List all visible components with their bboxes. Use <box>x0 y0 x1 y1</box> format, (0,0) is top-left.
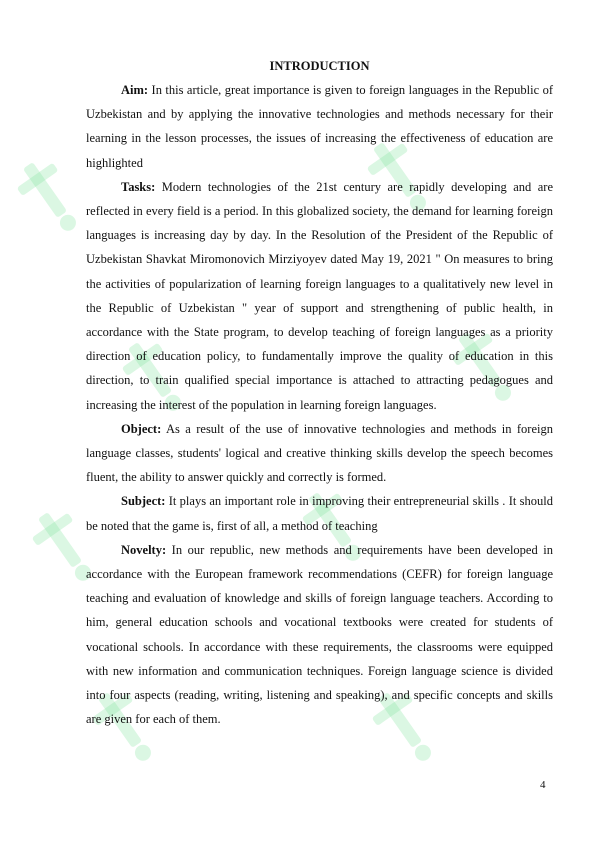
document-body <box>86 57 553 731</box>
section-label: Tasks: <box>121 179 156 194</box>
document-title: INTRODUCTION <box>269 59 370 73</box>
section-label: Novelty: <box>121 542 167 557</box>
section-object <box>86 417 553 490</box>
page-number: 4 <box>540 779 546 791</box>
section-subject <box>86 489 553 537</box>
section-text: It plays an important role in improving their entrepreneurial skills . It should be noted that the game is, first of all, a method of teaching <box>86 494 553 533</box>
section-text: As a result of the use of innovative technologies and methods in foreign language classes, students' logical and creative thinking skills develop the speech becomes fluent, the ability to answer quickly and correctly is formed. <box>86 421 553 485</box>
section-label: Object: <box>121 421 162 436</box>
section-tasks <box>86 175 553 417</box>
section-label: Subject: <box>121 494 166 509</box>
section-text: In this article, great importance is given to foreign languages in the Republic of Uzbekistan and by applying the innovative technologies and methods necessary for their learning in the lesson processes, the issues of increasing the effectiveness of education are highlighted <box>86 83 553 170</box>
section-label: Aim: <box>121 83 149 97</box>
section-text: In our republic, new methods and requirements have been developed in accordance with the European framework recommendations (CEFR) for foreign language teaching and evaluation of knowledge and skills of foreign language teachers. According to him, general education schools and vocational textbooks were created for students of vocational schools. In accordance with these requirements, the classrooms were equipped with new information and communication techniques. Foreign language science is divided into four aspects (reading, writing, listening and speaking), and specific concepts and skills are given for each of them. <box>86 542 553 727</box>
section-novelty <box>86 538 553 732</box>
section-text: Modern technologies of the 21st century are rapidly developing and are reflected in every field is a period. In this globalized society, the demand for learning foreign languages is increasing day by day. In the Resolution of the President of the Republic of Uzbekistan Shavkat Miromonovich Mirziyoyev dated May 19, 2021 " On measures to bring the activities of popularization of learning foreign languages to a qualitatively new level in the Republic of Uzbekistan " year of support and strengthening of public health, in accordance with the State program, to develop teaching of foreign languages as a priority direction of education policy, to fundamentally improve the quality of education in this direction, to train qualified special importance is attached to attracting pedagogues and increasing the interest of the population in learning foreign languages. <box>86 179 553 412</box>
section-aim <box>86 78 553 175</box>
